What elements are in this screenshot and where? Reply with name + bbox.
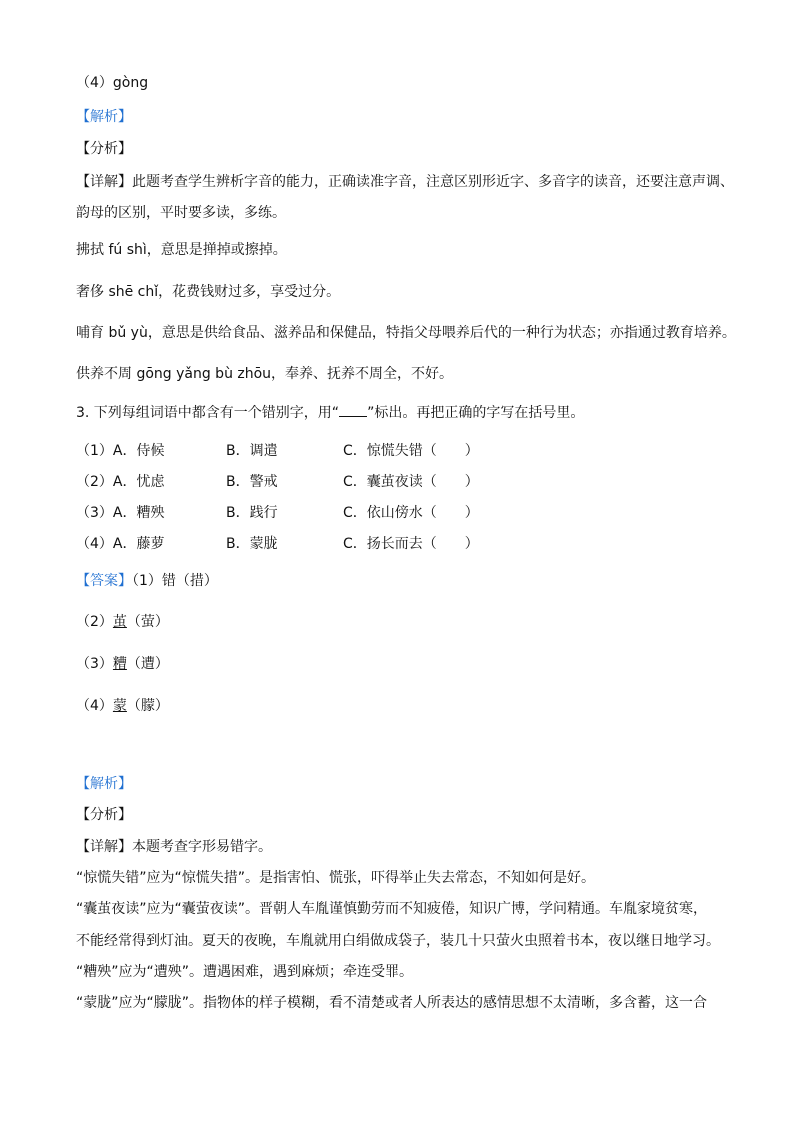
answer-label: 【答案】 [76,573,132,589]
analysis-line: “惊慌失错”应为“惊慌失措”。是指害怕、慌张，吓得举止失去常态，不知如何是好。 [76,870,596,886]
wrong-char: 茧 [112,614,127,630]
option-b: B．践行 [226,505,278,521]
fenxi-label-2: 【分析】 [76,807,132,823]
xiangjie-label: 【详解】 [76,839,132,855]
option-c: C．囊茧夜读（ ） [343,474,479,490]
xiangjie-label: 【详解】 [76,174,132,190]
option-a: （4）A．藤萝 [76,536,165,552]
option-b: B．调遣 [226,443,278,459]
fenxi-label: 【分析】 [76,141,132,157]
wrong-char: 蒙 [112,698,127,714]
jiexi-label-2: 【解析】 [76,776,132,792]
answer-line-4: （4）蒙（朦） [76,698,169,714]
paragraph-fushi: 拂拭 fú shì，意思是掸掉或擦掉。 [76,242,287,258]
option-c: C．惊慌失错（ ） [343,443,479,459]
option-a: （2）A．忧虑 [76,474,165,490]
xiangjie-text: 本题考查字形易错字。 [132,839,272,855]
answer-line-2: （2）茧（萤） [76,614,169,630]
paragraph-gongyang: 供养不周 gōng yǎng bù zhōu，奉养、抚养不周全，不好。 [76,366,454,382]
jiexi-label: 【解析】 [76,109,132,125]
option-a: （3）A．糟殃 [76,505,165,521]
answer-item-4: （4）gòng [76,75,149,91]
analysis-line: “糟殃”应为“遭殃”。遭遇困难，遇到麻烦；牵连受罪。 [76,964,414,980]
analysis-line: “囊茧夜读”应为“囊萤夜读”。晋朝人车胤谨慎勤劳而不知疲倦，知识广博，学问精通。车胤家境贫寒， [76,901,708,917]
paragraph-shechi: 奢侈 shē chǐ，花费钱财过多，享受过分。 [76,284,341,300]
option-c: C．依山傍水（ ） [343,505,479,521]
xiangjie-text: 此题考查学生辨析字音的能力，正确读准字音，注意区别形近字、多音字的读音，还要注意声调、 [132,174,734,190]
analysis-line: 不能经常得到灯油。夏天的夜晚，车胤就用白绢做成袋子，装几十只萤火虫照着书本，夜以继日地学习。 [76,933,720,949]
answer-line-3: （3）糟（遭） [76,656,169,672]
paragraph-buyu: 哺育 bǔ yù，意思是供给食品、滋养品和保健品，特指父母喂养后代的一种行为状态；亦指通过教育培养。 [76,325,736,341]
option-b: B．警戒 [226,474,278,490]
analysis-line: “蒙胧”应为“朦胧”。指物体的样子模糊，看不清楚或者人所表达的感情思想不太清晰，多含蓄，这一合 [76,995,708,1011]
xiangjie-line-1 [76,172,734,192]
option-b: B．蒙胧 [226,536,278,552]
xiangjie-line-analysis [76,837,272,857]
wrong-char: 糟 [112,656,127,672]
underline-blank [339,404,367,417]
xiangjie-line-2: 韵母的区别，平时要多读，多练。 [76,205,286,221]
answer-text: （1）错（措） [132,573,218,589]
option-a: （1）A．侍候 [76,443,165,459]
answer-line-1 [76,571,218,591]
question-title: 3. 下列每组词语中都含有一个错别字，用“ ”标出。再把正确的字写在括号里。 [76,405,585,421]
option-c: C．扬长而去（ ） [343,536,479,552]
